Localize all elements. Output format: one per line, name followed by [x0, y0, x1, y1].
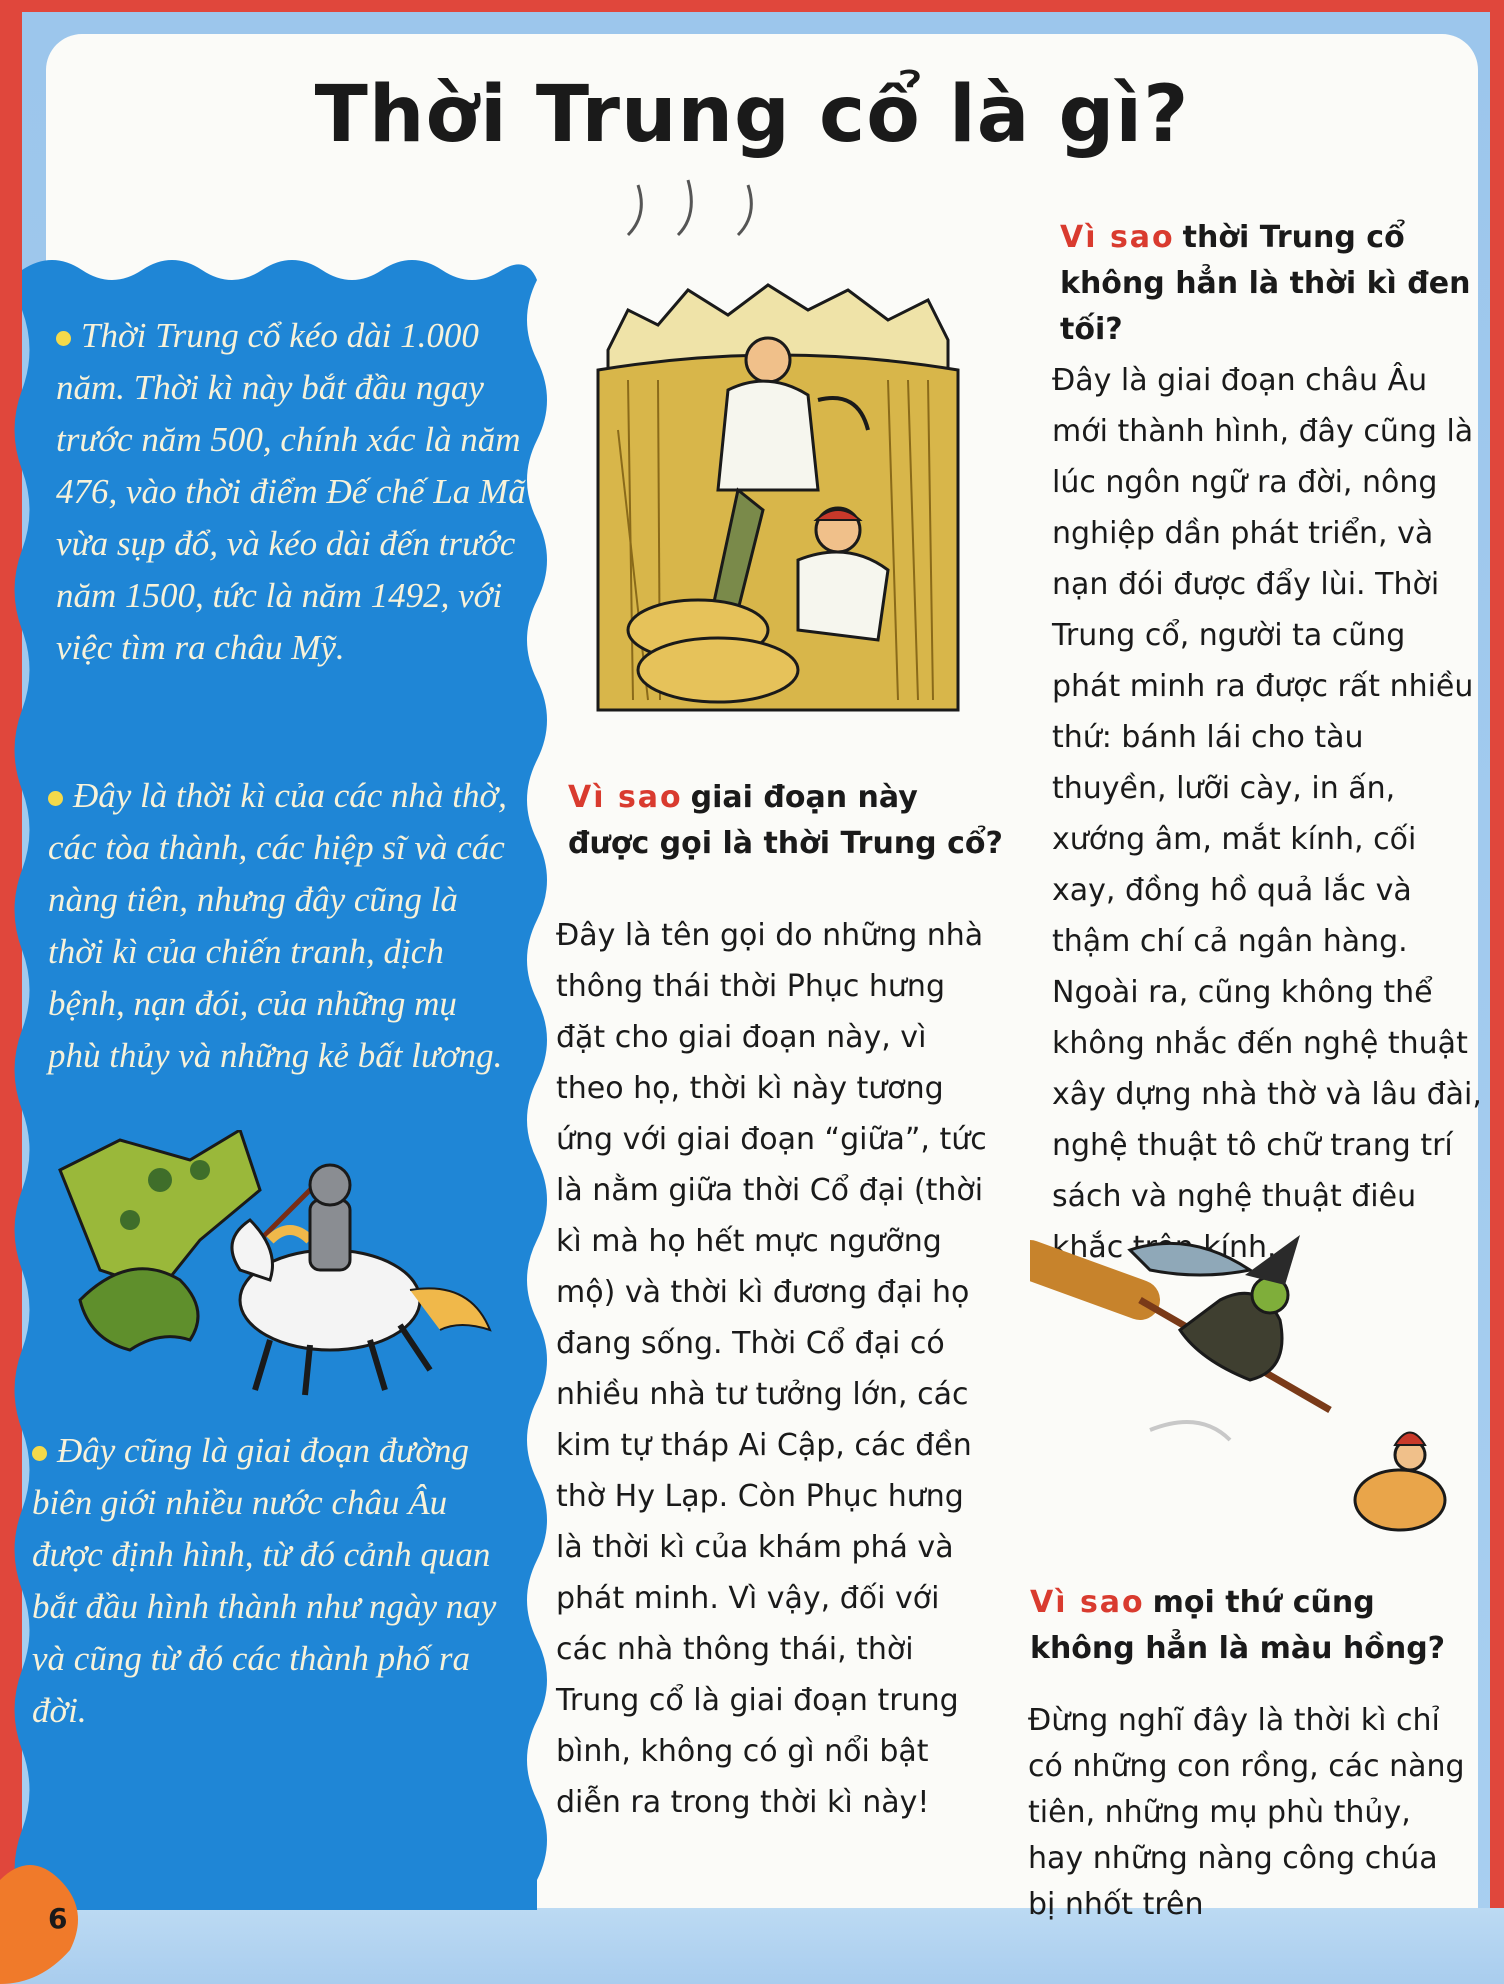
bullet-dot-icon [56, 331, 71, 346]
question-heading-right-top: Vì sao thời Trung cổ không hẳn là thời kì đen tối? [1060, 220, 1471, 347]
right-bottom-body-text: Đừng nghĩ đây là thời kì chỉ có những con rồng, các nàng tiên, những mụ phù thủy, hay những nàng công chúa bị nhốt trên [1028, 1703, 1465, 1922]
left-info-panel [12, 250, 547, 1910]
bullet-dot-icon [32, 1446, 47, 1461]
frame-top-border [0, 0, 1504, 12]
bullet-dot-icon [48, 791, 63, 806]
bullet-item: Đây cũng là giai đoạn đường biên giới nhiều nước châu Âu được định hình, từ đó cảnh quan bắt đầu hình thành như ngày nay và cũng từ đó các thành phố ra đời. [32, 1431, 497, 1730]
page-title: Thời Trung cổ là gì? [314, 70, 1190, 160]
bullet-item: Đây là thời kì của các nhà thờ, các tòa thành, các hiệp sĩ và các nàng tiên, nhưng đây cũng là thời kì của chiến tranh, dịch bệnh, nạn đói, của những mụ phù thủy và những kẻ bất lương. [48, 776, 507, 1075]
question-heading-middle: Vì sao giai đoạn này được gọi là thời Trung cổ? [568, 780, 1003, 861]
right-top-body-text: Đây là giai đoạn châu Âu mới thành hình, đây cũng là lúc ngôn ngữ ra đời, nông nghiệp dần phát triển, và nạn đói được đẩy lùi. Thời Trung cổ, người ta cũng phát minh ra được rất nhiều thứ: bánh lái cho tàu thuyền, lưỡi cày, in ấn, xướng âm, mắt kính, cối xay, đồng hồ quả lắc và thậm chí cả ngân hàng. Ngoài ra, cũng không thể không nhắc đến nghệ thuật xây dựng nhà thờ và lâu đài, nghệ thuật tô chữ trang trí sách và nghệ thuật điêu khắc kính... [1052, 363, 1482, 1265]
dragon-knight-illustration [40, 1130, 510, 1420]
middle-body-text: Đây là tên gọi do những nhà thông thái thời Phục hưng đặt cho giai đoạn này, vì theo họ, thời kì này tương ứng với giai đoạn “giữa”, tức là nằm giữa thời Cổ đại (thời kì mà họ hết mực ngưỡng mộ) và thời kì đương đại họ đang sống. Thời Cổ đại có nhiều nhà tư tưởng lớn, các kim tự tháp Ai Cập, các đền thờ Hy Lạp. Còn Phục hưng là thời kì của khám phá và phát minh. Vì vậy, đối với các nhà thông thái, thời Trung cổ là giai đoạn trung bình, không có gì nổi bật diễn ra trong thời kì này! [556, 918, 987, 1820]
frame-right-border [1490, 0, 1504, 1984]
question-heading-right-bottom: Vì sao mọi thứ cũng không hẳn là màu hồng? [1030, 1585, 1446, 1666]
page-number: 6 [48, 1902, 68, 1935]
witch-broom-illustration [1030, 1210, 1470, 1550]
bullet-item: Thời Trung cổ kéo dài 1.000 năm. Thời kì này bắt đầu ngay trước năm 500, chính xác là năm 476, vào thời điểm Đế chế La Mã vừa sụp đổ, và kéo dài đến trước năm 1500, tức là năm 1492, với việc tìm ra châu Mỹ. [56, 316, 526, 667]
harvesters-illustration [588, 230, 968, 730]
